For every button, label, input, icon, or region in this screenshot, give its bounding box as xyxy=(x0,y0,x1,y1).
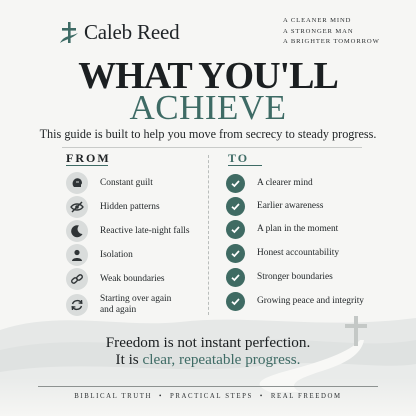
intro-text: This guide is built to help you move from secrecy to steady progress. xyxy=(39,127,377,141)
closing-line2-accent: clear, repeatable progress. xyxy=(142,351,301,368)
from-item-label: Reactive late-night falls xyxy=(100,225,190,236)
from-item xyxy=(66,220,190,242)
divider xyxy=(62,147,362,148)
to-item-label: Earlier awareness xyxy=(257,201,324,211)
closing-line1: Freedom is not instant perfection. xyxy=(105,334,311,351)
brand xyxy=(58,20,179,45)
footer-item: REAL FREEDOM xyxy=(270,393,342,400)
check-icon xyxy=(226,220,245,239)
footer-separator: • xyxy=(259,393,264,400)
from-item xyxy=(66,196,160,218)
to-underline xyxy=(228,165,262,166)
footer-separator: • xyxy=(159,393,163,400)
headline-line1: WHAT YOU'LL xyxy=(78,55,338,97)
brand-name: Caleb Reed xyxy=(84,20,180,44)
footer-item: BIBLICAL TRUTH xyxy=(74,393,152,400)
tagline-line: A STRONGER MAN xyxy=(283,27,354,35)
column-divider xyxy=(208,155,209,315)
to-item-label: Stronger boundaries xyxy=(257,272,333,282)
head-bowed-icon xyxy=(66,172,88,194)
from-item-label: Weak boundaries xyxy=(100,273,165,284)
from-item-label: Hidden patterns xyxy=(100,201,160,212)
from-item-label: Isolation xyxy=(100,249,133,260)
to-item xyxy=(226,174,313,193)
check-icon xyxy=(226,174,245,193)
tagline-line: A BRIGHTER TOMORROW xyxy=(283,38,380,45)
moon-icon xyxy=(66,220,88,242)
to-item xyxy=(226,220,338,239)
check-icon xyxy=(226,244,245,263)
to-item-label: A plan in the moment xyxy=(257,224,339,234)
footer-item: PRACTICAL STEPS xyxy=(169,393,253,400)
headline-line2: ACHIEVE xyxy=(129,88,287,127)
to-item xyxy=(226,268,333,287)
tagline-line: A CLEANER MIND xyxy=(283,17,352,24)
person-icon xyxy=(66,244,88,266)
footer-divider xyxy=(38,386,378,387)
from-item-label: Constant guilt xyxy=(100,177,153,188)
eye-slash-icon xyxy=(66,196,88,218)
tagline xyxy=(283,16,380,48)
to-item-label: A clearer mind xyxy=(257,178,313,188)
from-item xyxy=(66,244,133,266)
from-heading: FROM xyxy=(66,151,111,165)
broken-link-icon xyxy=(66,268,88,290)
from-item xyxy=(66,268,165,290)
to-item-label: Honest accountability xyxy=(257,248,340,258)
closing-line2-prefix: It is xyxy=(115,351,143,368)
check-icon xyxy=(226,197,245,216)
from-underline xyxy=(66,165,108,166)
closing-line2 xyxy=(0,351,416,369)
check-icon xyxy=(226,268,245,287)
to-heading: TO xyxy=(228,151,250,165)
from-item-label: Starting over again and again xyxy=(100,294,172,315)
to-item xyxy=(226,197,323,216)
to-item xyxy=(226,244,339,263)
to-item-label: Growing peace and integrity xyxy=(257,296,364,306)
from-item xyxy=(66,172,153,194)
cross-leaf-icon xyxy=(58,21,80,45)
footer xyxy=(0,393,416,400)
